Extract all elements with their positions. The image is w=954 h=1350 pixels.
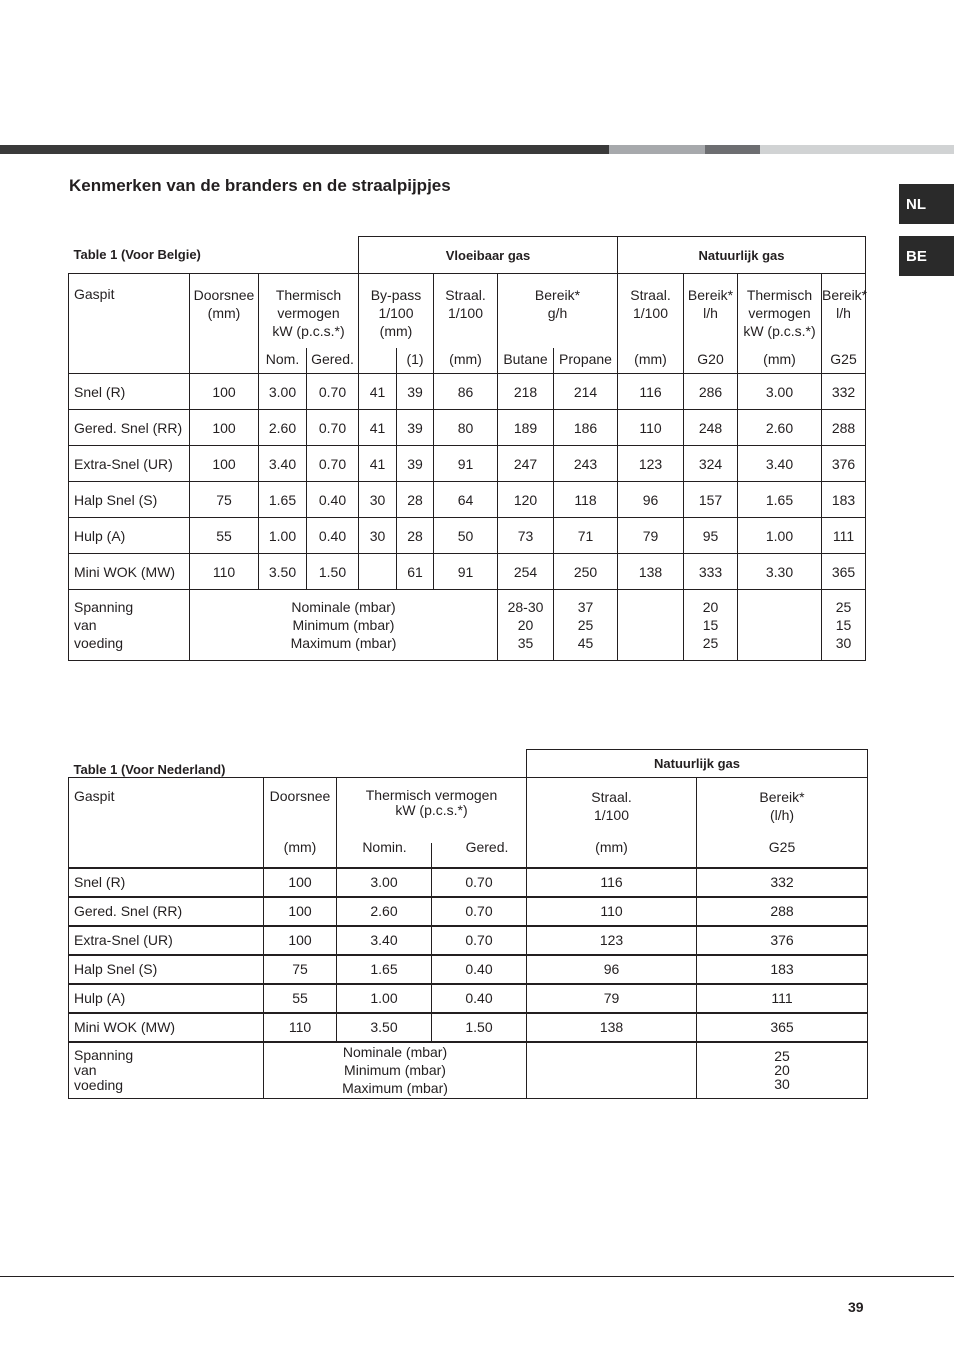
col-header-nom: Nom. bbox=[259, 348, 307, 374]
table-cell: 110 bbox=[190, 554, 259, 590]
table-cell: 3.40 bbox=[259, 446, 307, 482]
table-cell: 189 bbox=[498, 410, 554, 446]
col-header-ng-bereik-g25: Bereik* l/h bbox=[822, 274, 866, 348]
supply-pressures: Nominale (mbar) Minimum (mbar) Maximum (mbar) bbox=[190, 590, 498, 661]
col-header-straal-unit: (mm) bbox=[434, 348, 498, 374]
table-cell: 288 bbox=[697, 897, 868, 926]
table-cell: 218 bbox=[498, 374, 554, 410]
col-header-bereik-label: Bereik* (l/h) bbox=[759, 789, 805, 823]
table-cell: 123 bbox=[527, 926, 697, 955]
table-cell: 30 bbox=[359, 482, 397, 518]
page-heading: Kenmerken van de branders en de straalpijpjes bbox=[69, 176, 451, 195]
col-header-gaspit: Gaspit bbox=[69, 274, 190, 374]
supply-ng-thermisch-blank bbox=[738, 590, 822, 661]
table-cell: 286 bbox=[684, 374, 738, 410]
table-cell: 183 bbox=[822, 482, 866, 518]
table-cell: 3.00 bbox=[259, 374, 307, 410]
table-row bbox=[69, 518, 866, 554]
table-cell: 123 bbox=[618, 446, 684, 482]
table-cell: 186 bbox=[554, 410, 618, 446]
col-header-butane: Butane bbox=[498, 348, 554, 374]
table-cell: 1.00 bbox=[738, 518, 822, 554]
table-cell: 73 bbox=[498, 518, 554, 554]
table-row bbox=[69, 446, 866, 482]
col-header-straal bbox=[527, 778, 697, 868]
table-cell: 116 bbox=[618, 374, 684, 410]
table-cell: 41 bbox=[359, 410, 397, 446]
footer-rule bbox=[0, 1276, 954, 1277]
table-cell: 3.00 bbox=[337, 868, 432, 897]
col-header-doorsnee: Doorsnee (mm) bbox=[190, 274, 259, 374]
table-cell: 61 bbox=[397, 554, 434, 590]
table-cell: 365 bbox=[697, 1013, 868, 1042]
row-label: Hulp (A) bbox=[69, 518, 190, 554]
table-cell: 3.40 bbox=[337, 926, 432, 955]
table-cell: 100 bbox=[190, 410, 259, 446]
table-cell: 86 bbox=[434, 374, 498, 410]
table-cell: 111 bbox=[822, 518, 866, 554]
table-cell: 116 bbox=[527, 868, 697, 897]
table-cell: 3.00 bbox=[738, 374, 822, 410]
table-cell: 39 bbox=[397, 374, 434, 410]
table-cell: 376 bbox=[822, 446, 866, 482]
table-cell: 333 bbox=[684, 554, 738, 590]
lang-tab-nl: NL bbox=[899, 184, 954, 224]
table-cell: 30 bbox=[359, 518, 397, 554]
col-header-doorsnee bbox=[264, 778, 337, 868]
table-row bbox=[69, 410, 866, 446]
table-cell: 0.40 bbox=[432, 984, 527, 1013]
table-cell: 3.50 bbox=[259, 554, 307, 590]
table-row bbox=[69, 897, 868, 926]
table-cell: 39 bbox=[397, 410, 434, 446]
table-cell: 100 bbox=[190, 374, 259, 410]
table-cell: 96 bbox=[527, 955, 697, 984]
table-cell: 96 bbox=[618, 482, 684, 518]
table-cell: 1.65 bbox=[738, 482, 822, 518]
table-cell: 1.00 bbox=[259, 518, 307, 554]
col-header-ng-bereik-g20: Bereik* l/h bbox=[684, 274, 738, 348]
burner-table-belgium bbox=[68, 236, 866, 661]
table-cell: 0.70 bbox=[432, 897, 527, 926]
col-header-ng-thermisch: Thermisch vermogen kW (p.c.s.*) bbox=[738, 274, 822, 348]
table-cell: 254 bbox=[498, 554, 554, 590]
table-cell: 64 bbox=[434, 482, 498, 518]
table-cell: 110 bbox=[264, 1013, 337, 1042]
table-cell: 79 bbox=[618, 518, 684, 554]
table-cell: 0.40 bbox=[307, 518, 359, 554]
table-cell: 376 bbox=[697, 926, 868, 955]
table-cell: 55 bbox=[190, 518, 259, 554]
table-cell: 1.65 bbox=[259, 482, 307, 518]
col-header-nomin: Nomin. bbox=[362, 838, 407, 855]
table-row bbox=[69, 554, 866, 590]
table-cell: 1.50 bbox=[432, 1013, 527, 1042]
table-cell: 3.40 bbox=[738, 446, 822, 482]
table-cell: 1.65 bbox=[337, 955, 432, 984]
col-header-g25: G25 bbox=[768, 838, 796, 855]
supply-pressures: Nominale (mbar) Minimum (mbar) Maximum (mbar) bbox=[264, 1042, 527, 1099]
table-cell: 2.60 bbox=[337, 897, 432, 926]
thermisch-divider bbox=[431, 843, 432, 867]
table-cell: 91 bbox=[434, 554, 498, 590]
col-header-ng-straal: Straal. 1/100 bbox=[618, 274, 684, 348]
table-cell: 0.40 bbox=[307, 482, 359, 518]
col-header-straal: Straal. 1/100 bbox=[434, 274, 498, 348]
col-header-bereik bbox=[697, 778, 868, 868]
table-cell: 1.00 bbox=[337, 984, 432, 1013]
col-header-thermisch: Thermisch vermogen kW (p.c.s.*) bbox=[259, 274, 359, 348]
table-cell bbox=[359, 554, 397, 590]
group-header-ng: Natuurlijk gas bbox=[527, 750, 868, 778]
table-row bbox=[69, 1013, 868, 1042]
table-cell: 324 bbox=[684, 446, 738, 482]
table-cell: 247 bbox=[498, 446, 554, 482]
table-cell: 2.60 bbox=[738, 410, 822, 446]
col-header-bypass: By-pass 1/100 (mm) bbox=[359, 274, 434, 348]
table-row bbox=[69, 868, 868, 897]
supply-propane: 37 25 45 bbox=[554, 590, 618, 661]
col-header-straal-unit: (mm) bbox=[595, 838, 628, 855]
header-bar-darkgray bbox=[705, 145, 760, 154]
table-cell: 0.70 bbox=[307, 446, 359, 482]
table-row bbox=[69, 926, 868, 955]
col-header-gered: Gered. bbox=[307, 348, 359, 374]
table-cell: 41 bbox=[359, 374, 397, 410]
lang-tab-be: BE bbox=[899, 236, 954, 276]
table-cell: 0.70 bbox=[432, 926, 527, 955]
table-cell: 2.60 bbox=[259, 410, 307, 446]
burner-table-netherlands bbox=[68, 749, 868, 1099]
table-cell: 250 bbox=[554, 554, 618, 590]
row-label: Halp Snel (S) bbox=[69, 955, 264, 984]
row-label: Gered. Snel (RR) bbox=[69, 897, 264, 926]
table-cell: 100 bbox=[190, 446, 259, 482]
table-cell: 332 bbox=[822, 374, 866, 410]
table-row bbox=[69, 955, 868, 984]
group-header-ng: Natuurlijk gas bbox=[618, 237, 866, 274]
table-caption: Table 1 (Voor Nederland) bbox=[73, 762, 226, 777]
col-header-g25: G25 bbox=[822, 348, 866, 374]
table-cell: 248 bbox=[684, 410, 738, 446]
col-header-gaspit: Gaspit bbox=[69, 778, 264, 868]
col-header-ng-thermisch-unit: (mm) bbox=[738, 348, 822, 374]
col-header-bypass-blank bbox=[359, 348, 397, 374]
table-cell: 28 bbox=[397, 518, 434, 554]
table-cell: 95 bbox=[684, 518, 738, 554]
supply-g20: 20 15 25 bbox=[684, 590, 738, 661]
table-cell: 75 bbox=[190, 482, 259, 518]
col-header-straal-label: Straal. 1/100 bbox=[591, 789, 632, 823]
table-cell: 214 bbox=[554, 374, 618, 410]
table-cell: 120 bbox=[498, 482, 554, 518]
table-cell: 91 bbox=[434, 446, 498, 482]
row-label: Mini WOK (MW) bbox=[69, 554, 190, 590]
group-header-lpg: Vloeibaar gas bbox=[359, 237, 618, 274]
supply-ng-straal-blank bbox=[618, 590, 684, 661]
supply-g25: 25 20 30 bbox=[697, 1042, 868, 1099]
page-number: 39 bbox=[848, 1299, 864, 1315]
table-cell: 0.40 bbox=[432, 955, 527, 984]
supply-label: Spanning van voeding bbox=[69, 1042, 264, 1099]
table-cell: 183 bbox=[697, 955, 868, 984]
col-header-g20: G20 bbox=[684, 348, 738, 374]
supply-label: Spanning van voeding bbox=[69, 590, 190, 661]
supply-butane: 28-30 20 35 bbox=[498, 590, 554, 661]
table-cell: 0.70 bbox=[307, 410, 359, 446]
table-cell: 75 bbox=[264, 955, 337, 984]
table-cell: 110 bbox=[527, 897, 697, 926]
table-cell: 55 bbox=[264, 984, 337, 1013]
table-cell: 100 bbox=[264, 926, 337, 955]
table-cell: 288 bbox=[822, 410, 866, 446]
table-cell: 100 bbox=[264, 868, 337, 897]
supply-straal-blank bbox=[527, 1042, 697, 1099]
table-cell: 138 bbox=[527, 1013, 697, 1042]
table-cell: 243 bbox=[554, 446, 618, 482]
table-row bbox=[69, 374, 866, 410]
table-cell: 157 bbox=[684, 482, 738, 518]
table-cell: 28 bbox=[397, 482, 434, 518]
row-label: Extra-Snel (UR) bbox=[69, 446, 190, 482]
row-label: Hulp (A) bbox=[69, 984, 264, 1013]
col-header-doorsnee-label: Doorsnee bbox=[269, 788, 331, 804]
row-label: Gered. Snel (RR) bbox=[69, 410, 190, 446]
row-label: Snel (R) bbox=[69, 868, 264, 897]
table-cell: 39 bbox=[397, 446, 434, 482]
table-cell: 41 bbox=[359, 446, 397, 482]
table-cell: 3.50 bbox=[337, 1013, 432, 1042]
table-cell: 1.50 bbox=[307, 554, 359, 590]
supply-g25: 25 15 30 bbox=[822, 590, 866, 661]
col-header-bereik: Bereik* g/h bbox=[498, 274, 618, 348]
table-cell: 118 bbox=[554, 482, 618, 518]
col-header-doorsnee-unit: (mm) bbox=[283, 838, 317, 855]
col-header-propane: Propane bbox=[554, 348, 618, 374]
table-cell: 100 bbox=[264, 897, 337, 926]
table-cell: 71 bbox=[554, 518, 618, 554]
row-label: Snel (R) bbox=[69, 374, 190, 410]
table-cell: 111 bbox=[697, 984, 868, 1013]
col-header-gered: Gered. bbox=[465, 838, 509, 855]
table-cell: 50 bbox=[434, 518, 498, 554]
table-row bbox=[69, 482, 866, 518]
table-cell: 365 bbox=[822, 554, 866, 590]
header-bar-gray bbox=[609, 145, 705, 154]
row-label: Mini WOK (MW) bbox=[69, 1013, 264, 1042]
table-cell: 80 bbox=[434, 410, 498, 446]
table-cell: 0.70 bbox=[432, 868, 527, 897]
header-bar-light bbox=[760, 145, 954, 154]
row-label: Extra-Snel (UR) bbox=[69, 926, 264, 955]
col-header-ng-straal-unit: (mm) bbox=[618, 348, 684, 374]
table-cell: 332 bbox=[697, 868, 868, 897]
table-cell: 110 bbox=[618, 410, 684, 446]
table-cell: 138 bbox=[618, 554, 684, 590]
row-label: Halp Snel (S) bbox=[69, 482, 190, 518]
col-header-bypass-unit: (1) bbox=[397, 348, 434, 374]
table-cell: 79 bbox=[527, 984, 697, 1013]
header-bar-dark bbox=[0, 145, 609, 154]
table-cell: 3.30 bbox=[738, 554, 822, 590]
col-header-thermisch-label: Thermisch vermogen kW (p.c.s.*) bbox=[365, 787, 498, 818]
col-header-thermisch bbox=[337, 778, 527, 868]
table-cell: 0.70 bbox=[307, 374, 359, 410]
table-caption: Table 1 (Voor Belgie) bbox=[73, 247, 201, 263]
table-row bbox=[69, 984, 868, 1013]
